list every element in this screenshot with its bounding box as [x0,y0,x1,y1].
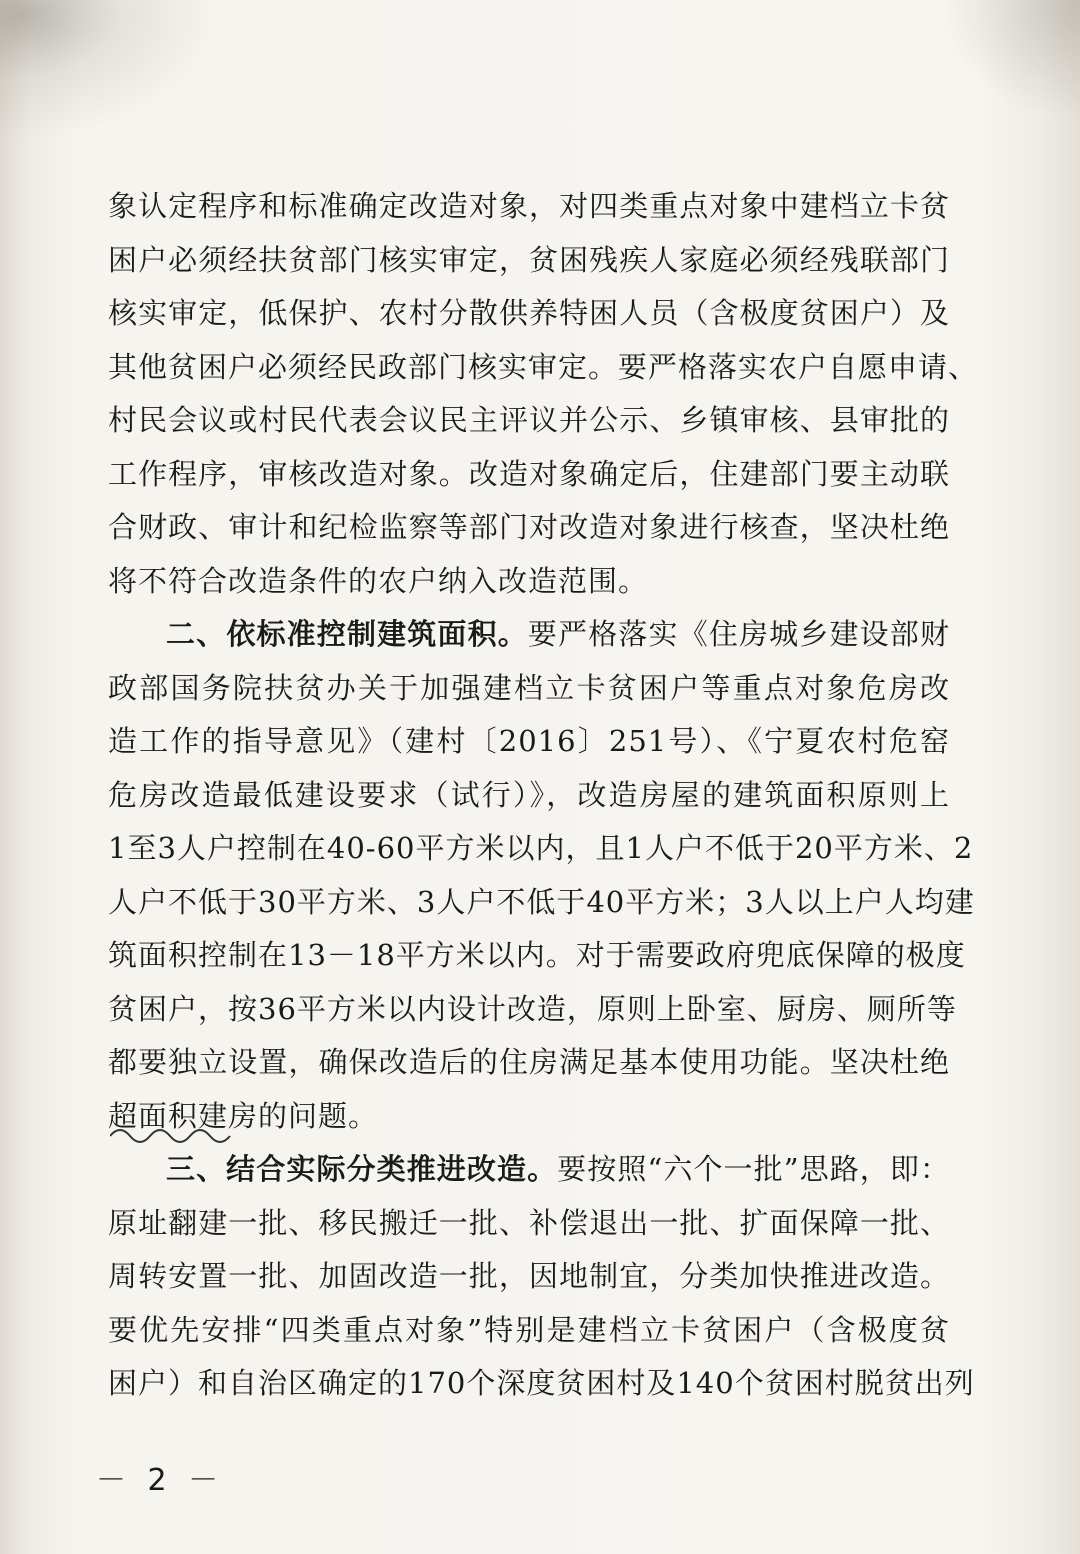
text-line: 象认定程序和标准确定改造对象，对四类重点对象中建档立卡贫 [108,189,950,223]
section-3-first-line [108,1143,950,1197]
text-line: 其他贫困户必须经民政部门核实审定。要严格落实农户自愿申请、 [108,349,979,384]
section-3-lead-text: 要按照“六个一批”思路，即： [557,1152,950,1186]
text-line: 核实审定，低保护、农村分散供养特困人员（含极度贫困户）及 [108,296,950,330]
text-line: 合财政、审计和纪检监察等部门对改造对象进行核查，坚决杜绝 [108,510,950,544]
text-line: 政部国务院扶贫办关于加强建档立卡贫困户等重点对象危房改 [108,670,950,705]
text-line: 人户不低于30平方米、3人户不低于40平方米；3人以上户人均建 [108,884,975,919]
section-3-heading: 三、结合实际分类推进改造。 [166,1152,558,1186]
text-line: 村民会议或村民代表会议民主评议并公示、乡镇审核、县审批的 [108,403,950,437]
section-2-lead-text: 要严格落实《住房城乡建设部财 [527,617,950,651]
text-line: 筑面积控制在13－18平方米以内。对于需要政府兜底保障的极度 [108,938,966,972]
text-line: 贫困户，按36平方米以内设计改造，原则上卧室、厨房、厕所等 [108,991,957,1026]
text-line: 超面积建房的问题。 [108,1098,379,1133]
page-number: － 2 － [96,1463,225,1498]
text-line: 原址翻建一批、移民搬迁一批、补偿退出一批、扩面保障一批、 [108,1205,950,1240]
scan-shadow-top-left [0,0,220,140]
text-line: 困户必须经扶贫部门核实审定，贫困残疾人家庭必须经残联部门 [108,242,950,277]
text-line: 要优先安排“四类重点对象”特别是建档立卡贫困户（含极度贫 [108,1312,950,1347]
document-body [108,180,979,1411]
text-line: 都要独立设置，确保改造后的住房满足基本使用功能。坚决杜绝 [108,1045,950,1079]
text-line: 周转安置一批、加固改造一批，因地制宜，分类加快推进改造。 [108,1259,950,1293]
text-line: 造工作的指导意见》（建村〔2016〕251号）、《宁夏农村危窑 [108,724,950,758]
section-2-heading: 二、依标准控制建筑面积。 [166,617,528,651]
section-2-first-line [108,608,950,662]
text-line: 1至3人户控制在40-60平方米以内，且1人户不低于20平方米、2 [108,831,974,865]
text-line: 工作程序，审核改造对象。改造对象确定后，住建部门要主动联 [108,456,950,491]
text-line: 困户）和自治区确定的170个深度贫困村及140个贫困村脱贫出列 [108,1366,975,1400]
scan-shadow-top-right [940,0,1080,120]
text-line: 危房改造最低建设要求（试行）》，改造房屋的建筑面积原则上 [108,777,950,812]
text-line: 将不符合改造条件的农户纳入改造范围。 [108,563,649,598]
